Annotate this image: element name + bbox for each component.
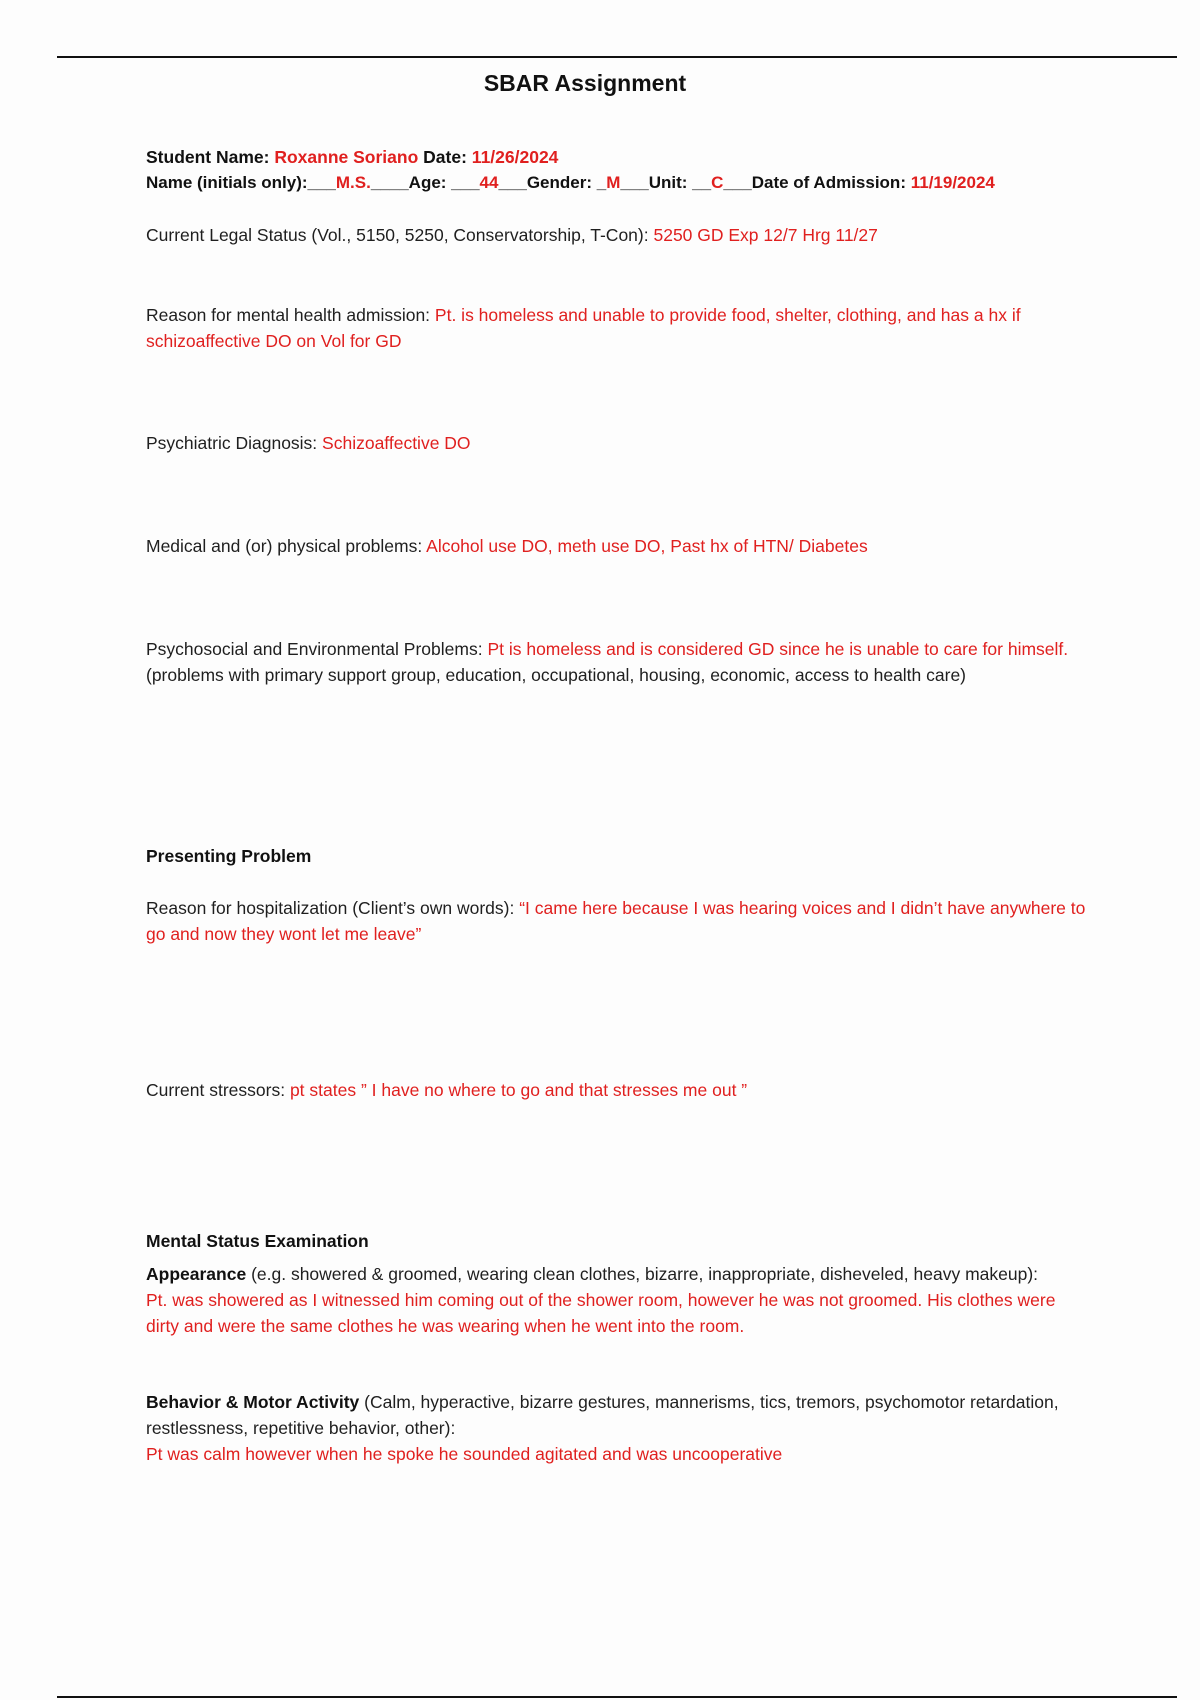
- student-info: [146, 144, 1086, 170]
- behavior-label: Behavior & Motor Activity: [146, 1392, 360, 1412]
- initials-value: M.S.: [335, 173, 371, 192]
- top-rule: [57, 56, 1177, 58]
- unit-label: ___Unit: __: [620, 173, 712, 192]
- hospitalization-quote: “I came here because I was hearing voices and I didn’t have anywhere to go and now they wont let me leave”: [146, 898, 1086, 944]
- diagnosis-value: Schizoaffective DO: [322, 433, 471, 453]
- behavior-value: Pt was calm however when he spoke he sounded agitated and was uncooperative: [146, 1444, 783, 1464]
- admission-reason-label: Reason for mental health admission:: [146, 305, 431, 325]
- medical-label: Medical and (or) physical problems:: [146, 536, 423, 556]
- appearance-section: [146, 1261, 1086, 1339]
- appearance-value: Pt. was showered as I witnessed him coming out of the shower room, however he was not groomed. His clothes were dirty and were the same clothes he was wearing when he went into the room.: [146, 1290, 1056, 1336]
- hospitalization-reason: [146, 895, 1086, 947]
- medical-problems: [146, 533, 1086, 559]
- psychosocial-value: Pt is homeless and is considered GD since he is unable to care for himself.: [487, 639, 1069, 659]
- stressors-value: pt states ” I have no where to go and that stresses me out ”: [289, 1080, 748, 1100]
- student-name: Roxanne Soriano: [274, 147, 419, 167]
- gender-value: M: [606, 173, 621, 192]
- legal-status-label: Current Legal Status (Vol., 5150, 5250, Conservatorship, T-Con):: [146, 225, 649, 245]
- psychosocial-problems: [146, 636, 1086, 688]
- initials-label: Name (initials only):___: [146, 173, 336, 192]
- student-name-label: Student Name:: [146, 147, 270, 167]
- presenting-problem-heading: Presenting Problem: [146, 846, 312, 866]
- appearance-label: Appearance: [146, 1264, 247, 1284]
- legal-status: [146, 222, 1086, 248]
- date-value: 11/26/2024: [471, 147, 559, 167]
- date-label: Date:: [423, 147, 467, 167]
- age-label: ____Age: ___: [370, 173, 480, 192]
- psychosocial-note: (problems with primary support group, education, occupational, housing, economic, access to health care): [146, 665, 967, 685]
- mse-heading: Mental Status Examination: [146, 1231, 369, 1251]
- current-stressors: [146, 1077, 1086, 1103]
- appearance-description: (e.g. showered & groomed, wearing clean clothes, bizarre, inappropriate, disheveled, heavy makeup):: [251, 1264, 1039, 1284]
- psychosocial-label: Psychosocial and Environmental Problems:: [146, 639, 483, 659]
- bottom-rule: [57, 1696, 1177, 1698]
- diagnosis-label: Psychiatric Diagnosis:: [146, 433, 318, 453]
- age-value: 44: [479, 173, 499, 192]
- admission-date: 11/19/2024: [910, 173, 995, 192]
- admission-reason-value: Pt. is homeless and unable to provide food, shelter, clothing, and has a hx if schizoaffective DO on Vol for GD: [146, 305, 1021, 351]
- legal-status-value: 5250 GD Exp 12/7 Hrg 11/27: [653, 225, 878, 245]
- behavior-description: (Calm, hyperactive, bizarre gestures, mannerisms, tics, tremors, psychomotor retardation, restlessness, repetitive behavior, other):: [146, 1392, 1059, 1438]
- unit-value: C: [711, 173, 724, 192]
- behavior-section: [146, 1389, 1086, 1467]
- gender-label: ___Gender: _: [498, 173, 607, 192]
- psychiatric-diagnosis: [146, 430, 1086, 456]
- medical-value: Alcohol use DO, meth use DO, Past hx of HTN/ Diabetes: [426, 536, 868, 556]
- page-title: SBAR Assignment: [483, 70, 687, 96]
- admission-label: ___Date of Admission:: [723, 173, 906, 192]
- admission-reason: [146, 302, 1086, 354]
- stressors-label: Current stressors:: [146, 1080, 286, 1100]
- patient-info: [146, 170, 1126, 196]
- hospitalization-label: Reason for hospitalization (Client’s own words):: [146, 898, 515, 918]
